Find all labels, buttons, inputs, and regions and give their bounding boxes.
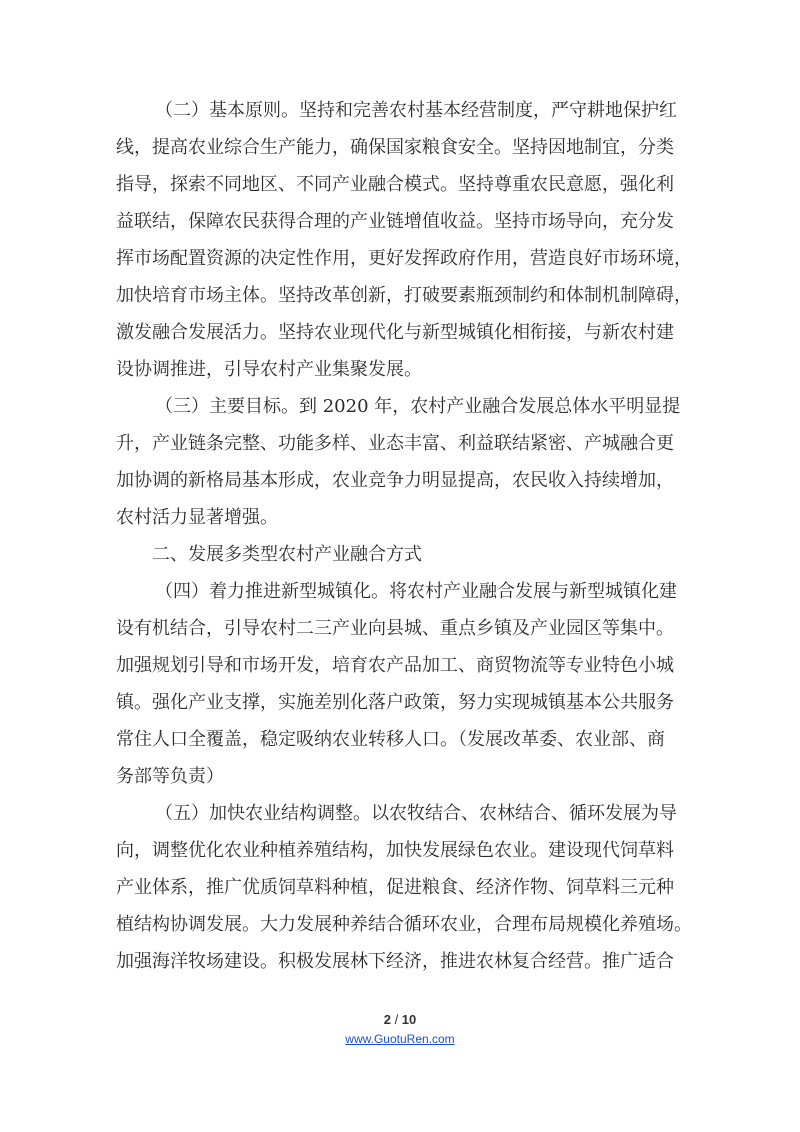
text-line: 设协调推进，引导农村产业集聚发展。 (116, 359, 422, 380)
text-line: 设有机结合，引导农村二三产业向县城、重点乡镇及产业园区等集中。 (116, 618, 674, 639)
text-line: 指导，探索不同地区、不同产业融合模式。坚持尊重农民意愿，强化利 (116, 174, 674, 195)
page-total: 10 (401, 1012, 417, 1027)
text-line: 常住人口全覆盖，稳定吸纳农业转移人口。（发展改革委、农业部、商 (116, 729, 665, 750)
text-line: （五）加快农业结构调整。以农牧结合、农林结合、循环发展为导 (155, 803, 677, 824)
text-line: （四）着力推进新型城镇化。将农村产业融合发展与新型城镇化建 (155, 581, 677, 602)
page-number (0, 1012, 800, 1027)
text-line: 加强规划引导和市场开发，培育农产品加工、商贸物流等专业特色小城 (116, 655, 674, 676)
page-current: 2 (383, 1012, 391, 1027)
section-heading: 二、发展多类型农村产业融合方式 (152, 544, 422, 565)
text-line: 益联结，保障农民获得合理的产业链增值收益。坚持市场导向，充分发 (116, 211, 674, 232)
text-line: （三）主要目标。到 2020 年，农村产业融合发展总体水平明显提 (155, 396, 681, 417)
text-line: 挥市场配置资源的决定性作用，更好发挥政府作用，营造良好市场环境， (116, 248, 692, 269)
text-line: 激发融合发展活力。坚持农业现代化与新型城镇化相衔接，与新农村建 (116, 322, 674, 343)
website-link[interactable]: www.GuotuRen.com (345, 1032, 455, 1046)
page-separator: / (390, 1012, 402, 1027)
text-line: 加快培育市场主体。坚持改革创新，打破要素瓶颈制约和体制机制障碍， (116, 285, 692, 306)
text-line: 加强海洋牧场建设。积极发展林下经济，推进农林复合经营。推广适合 (116, 951, 674, 972)
text-line: 产业体系，推广优质饲草料种植，促进粮食、经济作物、饲草料三元种 (116, 877, 674, 898)
text-line: 镇。强化产业支撑，实施差别化落户政策，努力实现城镇基本公共服务 (116, 692, 674, 713)
text-line: 务部等负责） (116, 766, 224, 787)
text-line: 向，调整优化农业种植养殖结构，加快发展绿色农业。建设现代饲草料 (116, 840, 674, 861)
text-line: 农村活力显著增强。 (116, 507, 278, 528)
text-line: 升，产业链条完整、功能多样、业态丰富、利益联结紧密、产城融合更 (116, 433, 674, 454)
text-line: 线，提高农业综合生产能力，确保国家粮食安全。坚持因地制宜，分类 (116, 137, 674, 158)
text-line: （二）基本原则。坚持和完善农村基本经营制度，严守耕地保护红 (155, 100, 677, 121)
text-line: 加协调的新格局基本形成，农业竞争力明显提高，农民收入持续增加， (116, 470, 674, 491)
text-line: 植结构协调发展。大力发展种养结合循环农业，合理布局规模化养殖场。 (116, 914, 692, 935)
